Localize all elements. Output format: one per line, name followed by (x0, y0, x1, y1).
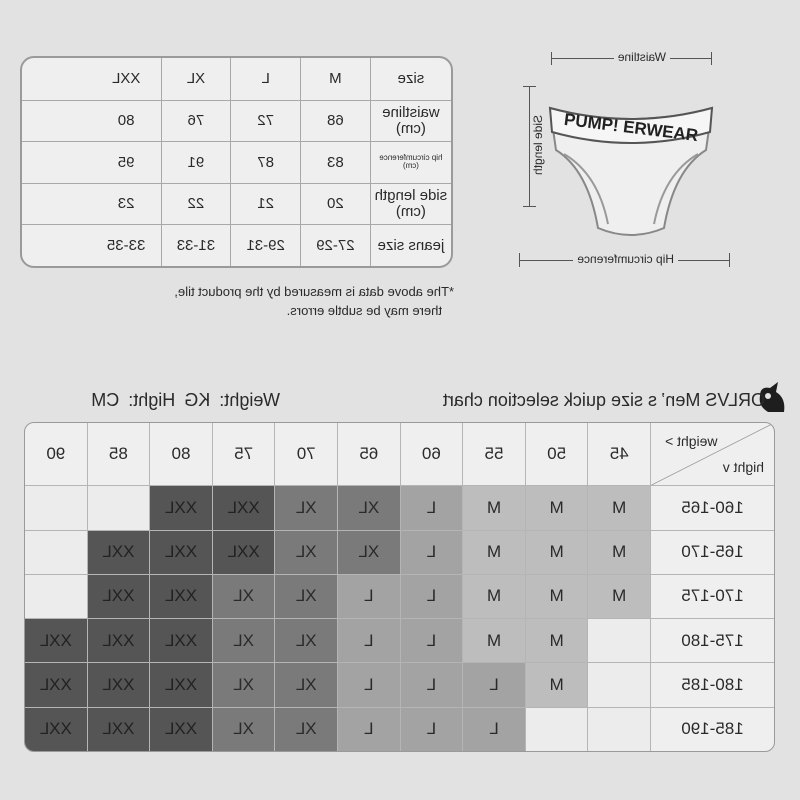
size-table-cell: 95 (92, 142, 162, 183)
size-cell: L (338, 707, 401, 751)
size-cell: L (338, 574, 401, 618)
size-table-row (22, 141, 451, 183)
size-table-cell: 22 (162, 184, 232, 225)
size-cell (25, 530, 88, 574)
size-table-cell: XL (162, 58, 232, 100)
size-table-row (22, 100, 451, 142)
band-text: PUMP! ERWEAR (563, 109, 700, 146)
size-cell: L (338, 618, 401, 662)
size-cell: M (526, 485, 589, 529)
height-label-cell: 180-185 (651, 662, 774, 706)
underwear-brief-illustration (546, 78, 716, 244)
size-cell: XXL (150, 574, 213, 618)
size-cell: XL (213, 618, 276, 662)
size-cell (25, 485, 88, 529)
size-cell: XL (213, 574, 276, 618)
height-label-cell: 170-175 (651, 574, 774, 618)
size-cell: XL (338, 530, 401, 574)
size-cell (588, 707, 651, 751)
size-selection-chart (24, 422, 775, 752)
size-cell: XXL (88, 707, 151, 751)
chart-row (25, 530, 774, 574)
size-cell: XXL (25, 618, 88, 662)
note-line-1: *The above data is measured by the product tile, (174, 284, 454, 299)
size-cell: M (463, 530, 526, 574)
size-cell: XXL (150, 707, 213, 751)
note-line-2: there may be subtle errors. (286, 303, 442, 318)
size-cell: XXL (88, 574, 151, 618)
corner-height-label: hight v (722, 459, 764, 476)
size-table-cell: 29-31 (231, 225, 301, 266)
size-cell (526, 707, 589, 751)
size-table-row (22, 183, 451, 225)
size-cell: XL (275, 485, 338, 529)
size-table-cell: 23 (92, 184, 162, 225)
chart-row (25, 618, 774, 662)
size-cell: XXL (150, 662, 213, 706)
size-cell: XXL (150, 618, 213, 662)
size-table-cell: 27-29 (301, 225, 371, 266)
chart-row (25, 574, 774, 618)
weight-header-cell: 80 (150, 423, 213, 485)
size-cell: XXL (150, 530, 213, 574)
measurement-note (84, 282, 454, 320)
size-table-cell: 31-33 (162, 225, 232, 266)
size-cell: M (526, 618, 589, 662)
size-cell: M (463, 485, 526, 529)
size-table-label: jeans size (377, 236, 445, 254)
size-cell: L (401, 662, 464, 706)
side-length-arrow (529, 86, 530, 206)
height-label-cell: 185-190 (651, 707, 774, 751)
size-cell: XXL (150, 485, 213, 529)
size-cell: XXL (88, 662, 151, 706)
size-cell: L (463, 662, 526, 706)
weight-header-cell: 45 (588, 423, 651, 485)
chart-row (25, 707, 774, 751)
corner-weight-label: weight > (665, 433, 718, 449)
size-cell: XXL (25, 707, 88, 751)
hip-label: Hip circumference (573, 252, 678, 266)
size-table-cell: 72 (231, 101, 301, 142)
weight-header-cell: 50 (526, 423, 589, 485)
chart-row (25, 662, 774, 706)
size-table-cell: 20 (301, 184, 371, 225)
chart-header-row (25, 423, 774, 485)
size-cell: XL (275, 662, 338, 706)
size-cell: M (463, 618, 526, 662)
size-cell: XL (275, 618, 338, 662)
size-table-cell: 21 (231, 184, 301, 225)
size-table-cell: 91 (162, 142, 232, 183)
weight-header-cell: 75 (213, 423, 276, 485)
size-cell: M (463, 574, 526, 618)
size-cell: M (526, 662, 589, 706)
size-cell: XL (213, 707, 276, 751)
chart-row (25, 485, 774, 529)
size-table-cell: XXL (92, 58, 162, 100)
size-cell: XL (275, 707, 338, 751)
size-cell (88, 485, 151, 529)
size-cell (25, 574, 88, 618)
size-cell: XL (275, 530, 338, 574)
chart-title: ORLVS Men’ s size quick selection chart (442, 390, 765, 410)
side-length-label: Side length (531, 111, 545, 179)
weight-header-cell: 55 (463, 423, 526, 485)
weight-header-cell: 90 (25, 423, 88, 485)
weight-header-cell: 85 (88, 423, 151, 485)
size-cell: XXL (213, 530, 276, 574)
size-cell: L (463, 707, 526, 751)
size-table-cell: M (301, 58, 371, 100)
weight-header-cell: 60 (401, 423, 464, 485)
size-table-cell: 87 (231, 142, 301, 183)
chart-corner-cell (651, 423, 774, 485)
size-cell: M (588, 574, 651, 618)
size-cell: XL (338, 485, 401, 529)
weight-header-cell: 70 (275, 423, 338, 485)
size-cell: L (401, 707, 464, 751)
size-table-cell: 68 (301, 101, 371, 142)
size-table-cell: 83 (301, 142, 371, 183)
size-cell: L (401, 574, 464, 618)
measurement-diagram (500, 42, 770, 282)
size-table-row (22, 58, 451, 100)
size-cell: L (338, 662, 401, 706)
size-cell: XL (213, 662, 276, 706)
size-table-row (22, 224, 451, 266)
size-cell: L (401, 530, 464, 574)
size-cell: XL (275, 574, 338, 618)
size-table-label: waistline (cm) (382, 104, 440, 137)
size-cell: XXL (25, 662, 88, 706)
weight-header-cell: 65 (338, 423, 401, 485)
size-cell (588, 618, 651, 662)
size-table (20, 56, 453, 268)
units-label: Weight: KG Hight: CM (91, 390, 280, 410)
height-label-cell: 165-170 (651, 530, 774, 574)
size-cell: M (526, 530, 589, 574)
size-table-cell: 76 (162, 101, 232, 142)
size-table-cell: 80 (92, 101, 162, 142)
height-label-cell: 160-165 (651, 485, 774, 529)
size-cell: L (401, 618, 464, 662)
size-cell: L (401, 485, 464, 529)
size-table-label: size (397, 69, 425, 87)
size-cell: M (526, 574, 589, 618)
size-cell: M (588, 530, 651, 574)
size-cell: XXL (88, 530, 151, 574)
size-table-label: side length (cm) (374, 187, 448, 221)
size-cell: M (588, 485, 651, 529)
size-cell: XXL (213, 485, 276, 529)
size-cell: XXL (88, 618, 151, 662)
height-label-cell: 175-180 (651, 618, 774, 662)
size-table-cell: 33-35 (92, 225, 162, 266)
size-table-label: hip circumference (cm) (379, 153, 443, 171)
waistline-label: Waistline (614, 50, 670, 64)
size-table-cell: L (231, 58, 301, 100)
size-cell (588, 662, 651, 706)
